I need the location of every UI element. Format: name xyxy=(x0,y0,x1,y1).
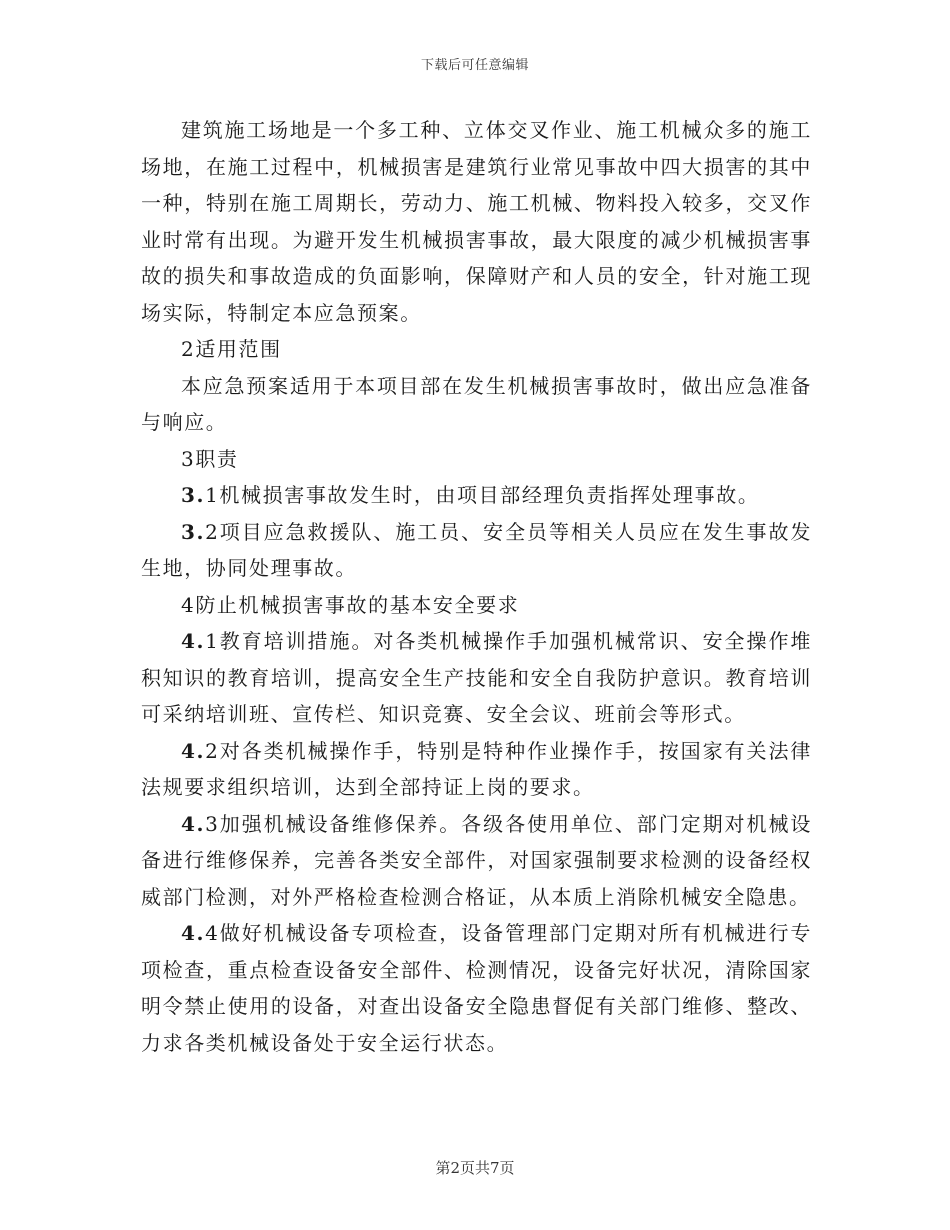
section-number: 3. xyxy=(181,483,206,507)
section-number: 4. xyxy=(181,921,206,945)
paragraph-text: 2项目应急救援队、施工员、安全员等相关人员应在发生事故发生地，协同处理事故。 xyxy=(141,519,812,580)
paragraph-req-4-2 xyxy=(141,733,812,806)
paragraph-req-4-1 xyxy=(141,623,812,733)
paragraph-text: 2适用范围 xyxy=(181,337,282,361)
heading-duties xyxy=(141,441,812,478)
paragraph-text: 3职责 xyxy=(181,446,239,471)
paragraph-text: 4防止机械损害事故的基本安全要求 xyxy=(181,592,520,617)
paragraph-text: 1机械损害事故发生时，由项目部经理负责指挥处理事故。 xyxy=(205,483,760,507)
section-number: 3. xyxy=(181,519,206,544)
section-number: 4. xyxy=(181,738,206,763)
paragraph-duty-3-1 xyxy=(141,477,812,514)
paragraph-text: 4做好机械设备专项检查，设备管理部门定期对所有机械进行专项检查，重点检查设备安全部件、检测情况，设备完好状况，清除国家明令禁止使用的设备，对查出设备安全隐患督促有关部门维修、整改、力求各类机械设备处于安全运行状态。 xyxy=(141,921,812,1055)
paragraph-req-4-3 xyxy=(141,806,812,916)
paragraph-text: 3加强机械设备维修保养。各级各使用单位、部门定期对机械设备进行维修保养，完善各类安全部件，对国家强制要求检测的设备经权威部门检测，对外严格检查检测合格证，从本质上消除机械安全隐患。 xyxy=(141,811,812,909)
section-number: 4. xyxy=(181,629,206,653)
heading-scope xyxy=(141,331,812,368)
paragraph-text: 本应急预案适用于本项目部在发生机械损害事故时，做出应急准备与响应。 xyxy=(141,373,812,434)
paragraph-text: 建筑施工场地是一个多工种、立体交叉作业、施工机械众多的施工场地，在施工过程中，机械损害是建筑行业常见事故中四大损害的其中一种，特别在施工周期长，劳动力、施工机械、物料投入较多，交叉作业时常有出现。为避开发生机械损害事故，最大限度的减少机械损害事故的损失和事故造成的负面影响，保障财产和人员的安全，针对施工现场实际，特制定本应急预案。 xyxy=(141,118,812,325)
paragraph-duty-3-2 xyxy=(141,514,812,587)
paragraph-scope xyxy=(141,368,812,441)
heading-safety-requirements xyxy=(141,587,812,624)
paragraph-req-4-4 xyxy=(141,915,812,1061)
page-number: 第2页共7页 xyxy=(435,1159,515,1177)
page-header: 下载后可任意编辑 xyxy=(420,58,529,73)
paragraph-text: 2对各类机械操作手，特别是特种作业操作手，按国家有关法律法规要求组织培训，达到全部持证上岗的要求。 xyxy=(141,738,812,799)
document-body xyxy=(141,112,812,1061)
section-number: 4. xyxy=(181,811,206,836)
paragraph-intro xyxy=(141,112,812,331)
paragraph-text: 1教育培训措施。对各类机械操作手加强机械常识、安全操作堆积知识的教育培训，提高安全生产技能和安全自我防护意识。教育培训可采纳培训班、宣传栏、知识竞赛、安全会议、班前会等形式。 xyxy=(141,629,812,726)
